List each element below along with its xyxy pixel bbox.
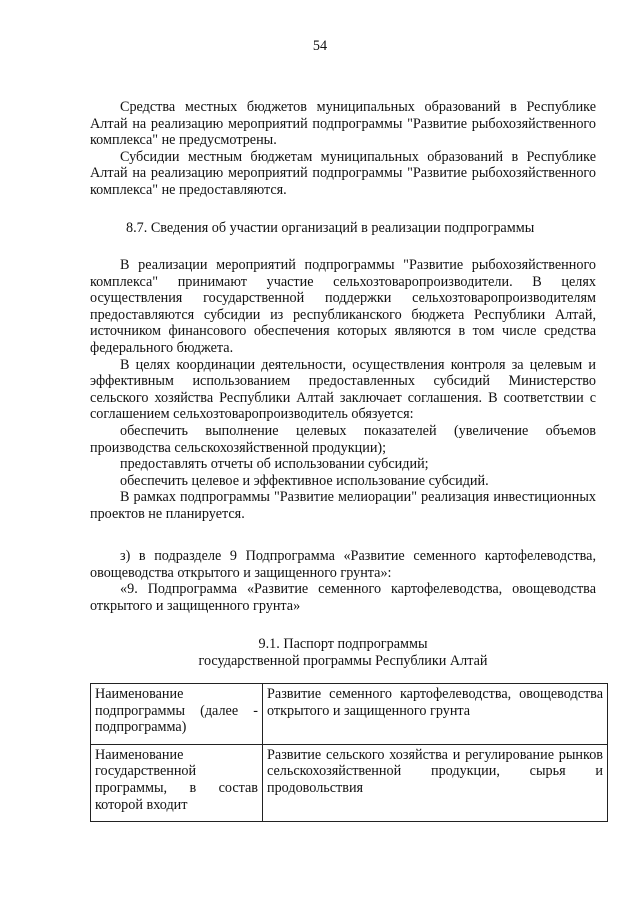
paragraph: предоставлять отчеты об использовании субсидий; bbox=[120, 456, 429, 473]
amendment-item bbox=[90, 548, 596, 614]
amendment-quote: «9. Подпрограмма «Развитие семенного картофелеводства, овощеводства открытого и защищенного грунта» bbox=[90, 581, 596, 614]
paragraph: Субсидии местным бюджетам муниципальных образований в Республике Алтай на реализацию мероприятий подпрограммы "Развитие рыбохозяйственного комплекса" не предоставляются. bbox=[90, 148, 596, 198]
table-cell-label: Наименование государственной программы, в состав которой входит bbox=[91, 744, 263, 821]
paragraph: В реализации мероприятий подпрограммы "Развитие рыбохозяйственного комплекса" принимают участие сельхозтоваропроизводители. В целях осуществления государственной поддержки сельхозтоваропроизводителям предоставляются субсидии из республиканского бюджета Республики Алтай, источником финансового обеспечения которых являются в том числе средства федерального бюджета. bbox=[90, 257, 596, 356]
section-8-7-body bbox=[90, 257, 596, 523]
table-cell-label: Наименование подпрограммы (далее - подпрограмма) bbox=[91, 684, 263, 745]
paragraph: обеспечить выполнение целевых показателей (увеличение объемов производства сельскохозяйственной продукции); bbox=[90, 422, 596, 456]
passport-table bbox=[90, 683, 608, 822]
table-row bbox=[91, 684, 608, 745]
section-9-1-heading bbox=[90, 636, 596, 669]
amendment-item-text: з) в подразделе 9 Подпрограмма «Развитие семенного картофелеводства, овощеводства открытого и защищенного грунта»: bbox=[90, 548, 596, 581]
paragraph: обеспечить целевое и эффективное использование субсидий. bbox=[120, 472, 489, 489]
section-9-1-heading-line2: государственной программы Республики Алтай bbox=[198, 652, 488, 669]
table-row bbox=[91, 744, 608, 821]
paragraph: В рамках подпрограммы "Развитие мелиорации" реализация инвестиционных проектов не планируется. bbox=[90, 489, 596, 522]
paragraph: В целях координации деятельности, осуществления контроля за целевым и эффективным использованием предоставленных субсидий Министерство сельского хозяйства Республики Алтай заключает соглашения. В соответствии с соглашением сельхозтоваропроизводитель обязуется: bbox=[90, 356, 596, 423]
paragraph: Средства местных бюджетов муниципальных образований в Республике Алтай на реализацию мероприятий подпрограммы "Развитие рыбохозяйственного комплекса" не предусмотрены. bbox=[90, 99, 596, 149]
table-cell-value: Развитие семенного картофелеводства, овощеводства открытого и защищенного грунта bbox=[263, 684, 608, 745]
section-8-6-tail bbox=[90, 99, 596, 199]
table-cell-value: Развитие сельского хозяйства и регулирование рынков сельскохозяйственной продукции, сырья и продовольствия bbox=[263, 744, 608, 821]
section-8-7-heading: 8.7. Сведения об участии организаций в реализации подпрограммы bbox=[126, 220, 535, 236]
section-9-1-heading-line1: 9.1. Паспорт подпрограммы bbox=[258, 636, 428, 652]
page-number: 54 bbox=[312, 38, 328, 54]
